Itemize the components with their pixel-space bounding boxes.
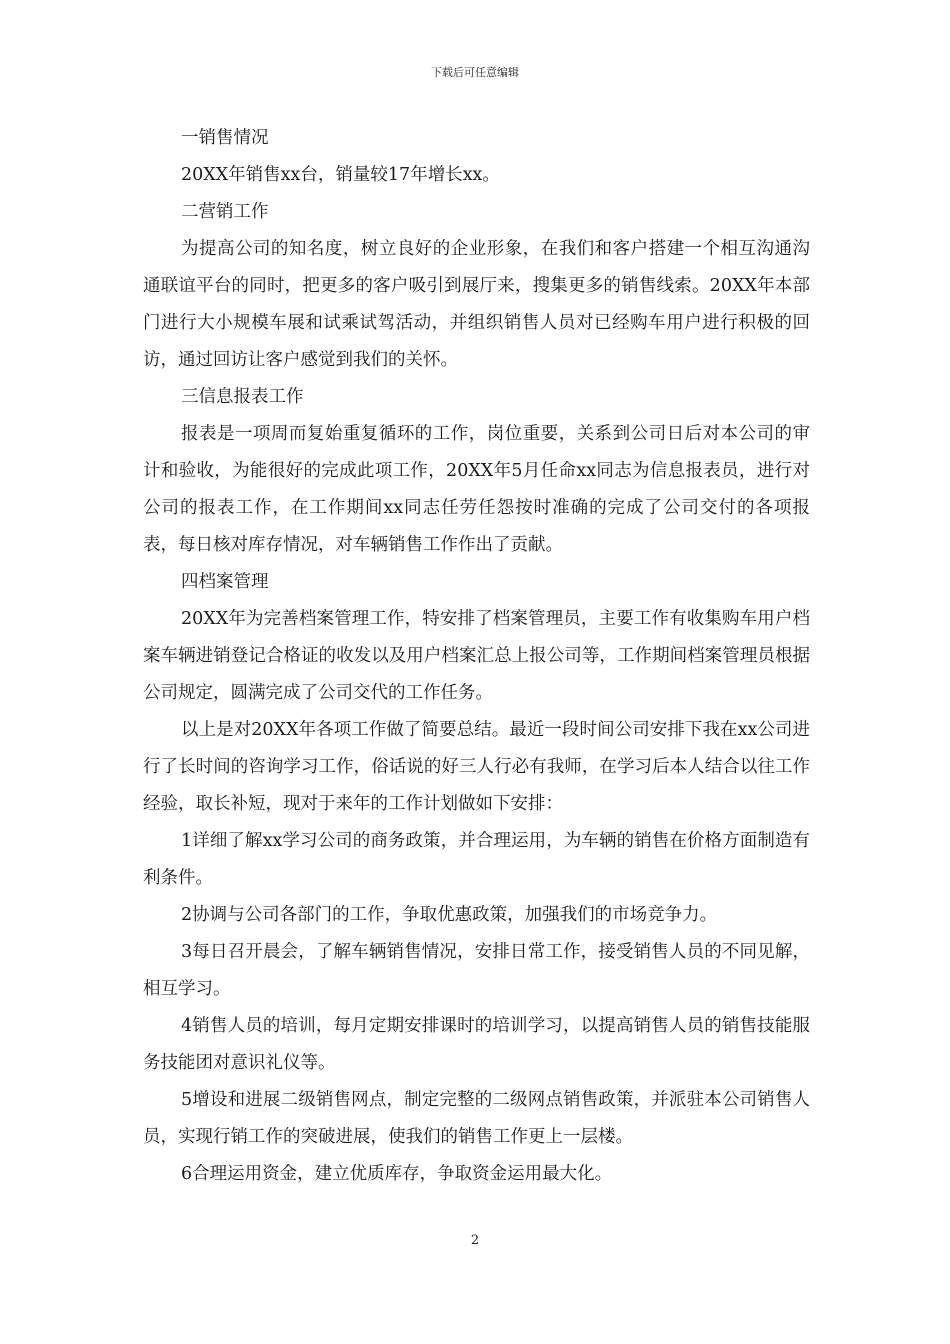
plan-item-6: 6合理运用资金，建立优质库存，争取资金运用最大化。 xyxy=(181,1164,613,1184)
heading-archive-management: 四档案管理 xyxy=(181,572,269,592)
paragraph-summary: 以上是对20XX年各项工作做了简要总结。最近一段时间公司安排下我在xx公司进行了长时间的咨询学习工作，俗话说的好三人行必有我师，在学习后本人结合以往工作经验，取长补短，现对于来年的工作计划做如下安排： xyxy=(143,720,810,814)
page-number: 2 xyxy=(470,1233,480,1248)
plan-item-3: 3每日召开晨会，了解车辆销售情况，安排日常工作，接受销售人员的不同见解，相互学习。 xyxy=(143,942,810,999)
plan-item-1: 1详细了解xx学习公司的商务政策，并合理运用，为车辆的销售在价格方面制造有利条件。 xyxy=(143,831,810,888)
plan-item-4: 4销售人员的培训，每月定期安排课时的培训学习，以提高销售人员的销售技能服务技能团对意识礼仪等。 xyxy=(143,1016,810,1073)
paragraph-archive-management: 20XX年为完善档案管理工作，特安排了档案管理员，主要工作有收集购车用户档案车辆进销登记合格证的收发以及用户档案汇总上报公司等，工作期间档案管理员根据公司规定，圆满完成了公司交代的工作任务。 xyxy=(143,609,810,703)
heading-marketing-work: 二营销工作 xyxy=(181,202,269,222)
plan-item-2: 2协调与公司各部门的工作，争取优惠政策，加强我们的市场竞争力。 xyxy=(181,905,718,925)
heading-sales-status: 一销售情况 xyxy=(181,128,269,148)
plan-item-5: 5增设和进展二级销售网点，制定完整的二级网点销售政策，并派驻本公司销售人员，实现行销工作的突破进展，使我们的销售工作更上一层楼。 xyxy=(143,1090,810,1147)
paragraph-marketing-work: 为提高公司的知名度，树立良好的企业形象，在我们和客户搭建一个相互沟通沟通联谊平台的同时，把更多的客户吸引到展厅来，搜集更多的销售线索。20XX年本部门进行大小规模车展和试乘试驾活动，并组织销售人员对已经购车用户进行积极的回访，通过回访让客户感觉到我们的关怀。 xyxy=(143,239,810,370)
paragraph-info-report-work: 报表是一项周而复始重复循环的工作，岗位重要，关系到公司日后对本公司的审计和验收，为能很好的完成此项工作，20XX年5月任命xx同志为信息报表员，进行对公司的报表工作，在工作期间xx同志任劳任怨按时准确的完成了公司交付的各项报表，每日核对库存情况，对车辆销售工作作出了贡献。 xyxy=(143,424,810,555)
heading-info-report-work: 三信息报表工作 xyxy=(181,387,304,407)
page-header-note: 下载后可任意编辑 xyxy=(431,66,519,79)
document-body xyxy=(143,120,810,1193)
paragraph-sales-figures: 20XX年销售xx台，销量较17年增长xx。 xyxy=(181,165,500,185)
